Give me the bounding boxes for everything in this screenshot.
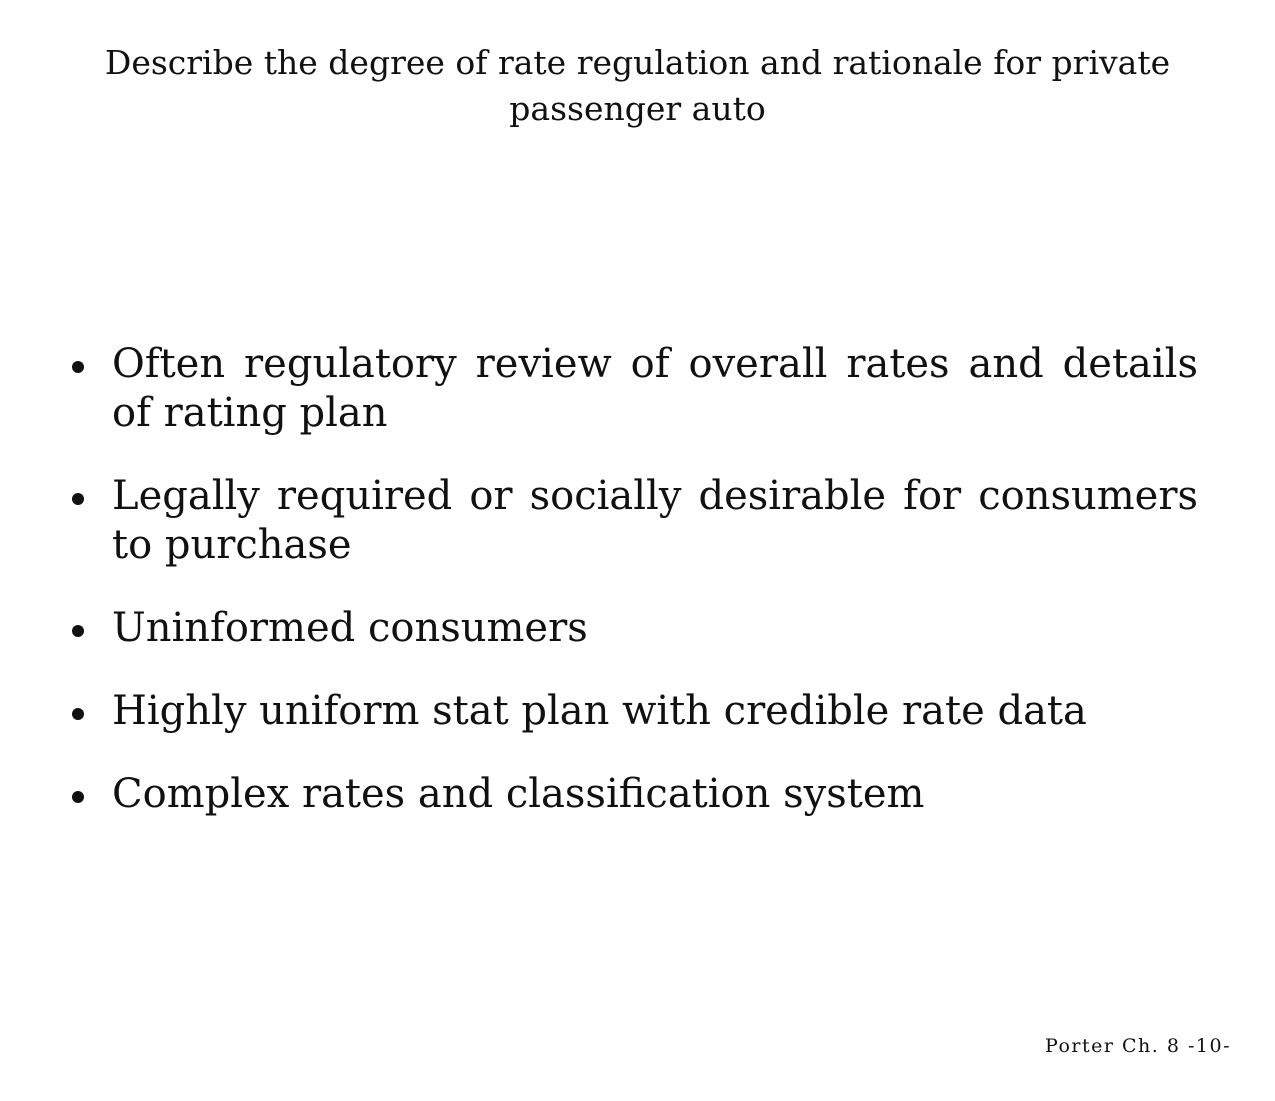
bullet-icon: [72, 625, 84, 637]
bullet-icon: [72, 361, 84, 373]
list-item-text: Often regulatory review of overall rates and details of rating plan: [112, 341, 1198, 436]
bullet-icon: [72, 493, 84, 505]
bullet-icon: [72, 708, 84, 720]
list-item: [70, 340, 1198, 438]
list-item-text: Complex rates and classification system: [112, 771, 925, 817]
list-item-text: Legally required or socially desirable for consumers to purchase: [112, 473, 1198, 568]
list-item-text: Highly uniform stat plan with credible rate data: [112, 688, 1087, 734]
list-item-text: Uninformed consumers: [112, 605, 588, 651]
page-title: Describe the degree of rate regulation and rationale for private passenger auto: [104, 43, 1171, 128]
bullet-list: [70, 340, 1198, 853]
list-item: [70, 472, 1198, 570]
bullet-icon: [72, 791, 84, 803]
list-item: [70, 687, 1198, 736]
list-item: [70, 770, 1198, 819]
page-footer-reference: Porter Ch. 8 -10-: [1044, 1035, 1231, 1057]
list-item: [70, 604, 1198, 653]
